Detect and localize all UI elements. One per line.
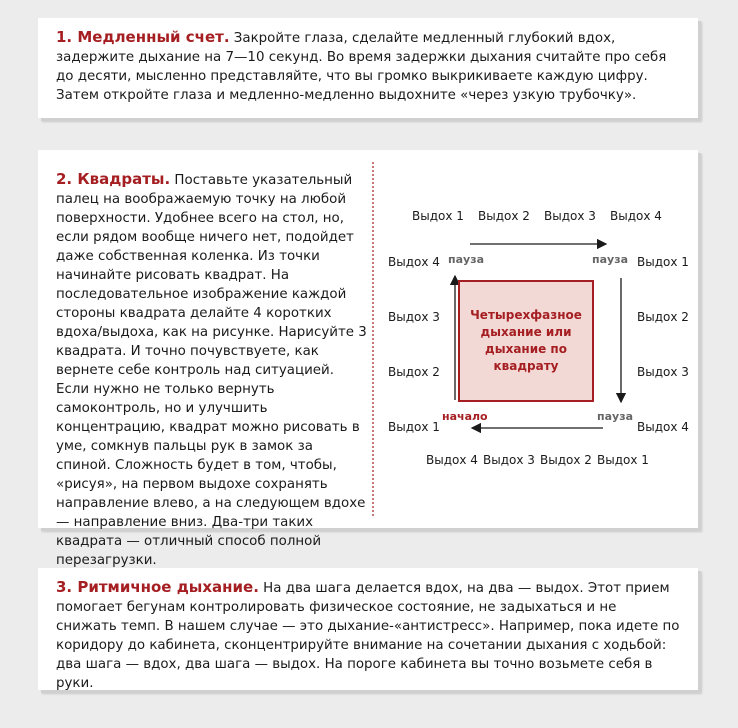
heading-slow-count: 1. Медленный счет. [56,28,230,46]
center-box [458,280,594,402]
heading-rhythmic: 3. Ритмичное дыхание. [56,578,259,596]
text-slow-count: Закройте глаза, сделайте медленный глубокий вдох, задержите дыхание на 7—10 секунд. Во время задержки дыхания считайте про себя до десяти, мысленно представляйте, что вы громко выкрикиваете каждую цифру. Затем откройте глаза и медленно-медленно выдохните «через узкую трубочку». [56,31,667,103]
left-label-3: Выдох 2 [388,365,440,379]
top-label-1: Выдох 1 [412,209,464,223]
pause-label-bottom-right: пауза [597,410,634,423]
right-label-1: Выдох 1 [637,255,689,269]
text-rhythmic: На два шага делается вдох, на два — выдох. Этот прием помогает бегунам контролировать физическое состояние, не задыхаться и не снижать темп. В нашем случае — это дыхание-«антистресс». Например, пока идете по коридору до кабинета, сконцентрируйте внимание на сочетании дыхания с ходьбой: два шага — вдох, два шага — выдох. На пороге кабинета вы точно возьмете себя в руки. [56,581,680,691]
bottom-label-4: Выдох 1 [597,453,649,467]
bottom-label-1: Выдох 4 [426,453,478,467]
bottom-label-3: Выдох 2 [540,453,592,467]
paragraph-rhythmic [56,578,680,693]
right-label-2: Выдох 2 [637,310,689,324]
left-label-2: Выдох 3 [388,310,440,324]
start-label: начало [442,410,488,423]
pause-label-top-right: пауза [592,253,629,266]
left-label-1: Выдох 4 [388,255,440,269]
paragraph-slow-count [56,28,680,105]
square-arrows [38,150,698,528]
pause-label-top-left: пауза [448,253,485,266]
top-label-3: Выдох 3 [544,209,596,223]
card-rhythmic-breathing [38,568,698,690]
top-label-4: Выдох 4 [610,209,662,223]
card-squares [38,150,698,568]
top-label-2: Выдох 2 [478,209,530,223]
center-box-text: Четырехфазное дыхание или дыхание по квадрату [470,308,582,373]
right-label-3: Выдох 3 [637,365,689,379]
left-label-4: Выдох 1 [388,420,440,434]
heading-squares: 2. Квадраты. [56,170,171,188]
text-squares: Поставьте указательный палец на воображаемую точку на любой поверхности. Удобнее всего на стол, но, если рядом вообще ничего нет, подойдет даже собственная коленка. Из точки начинайте рисовать квадрат. На последовательное изображение каждой стороны квадрата делайте 4 коротких вдоха/выдоха, как на рисунке. Нарисуйте 3 квадрата. И точно почувствуете, как вернете себе контроль над ситуацией. Если нужно не только вернуть самоконтроль, но и улучшить концентрацию, квадрат можно рисовать в уме, сомкнув пальцы рук в замок за спиной. Сложность будет в том, чтобы, «рисуя», на первом выдохе сохранять направление влево, а на следующем вдохе — направление вниз. Два-три таких квадрата — отличный способ полной перезагрузки. [56,173,367,568]
bottom-label-2: Выдох 3 [483,453,535,467]
card-slow-count [38,18,698,118]
right-label-4: Выдох 4 [637,420,689,434]
